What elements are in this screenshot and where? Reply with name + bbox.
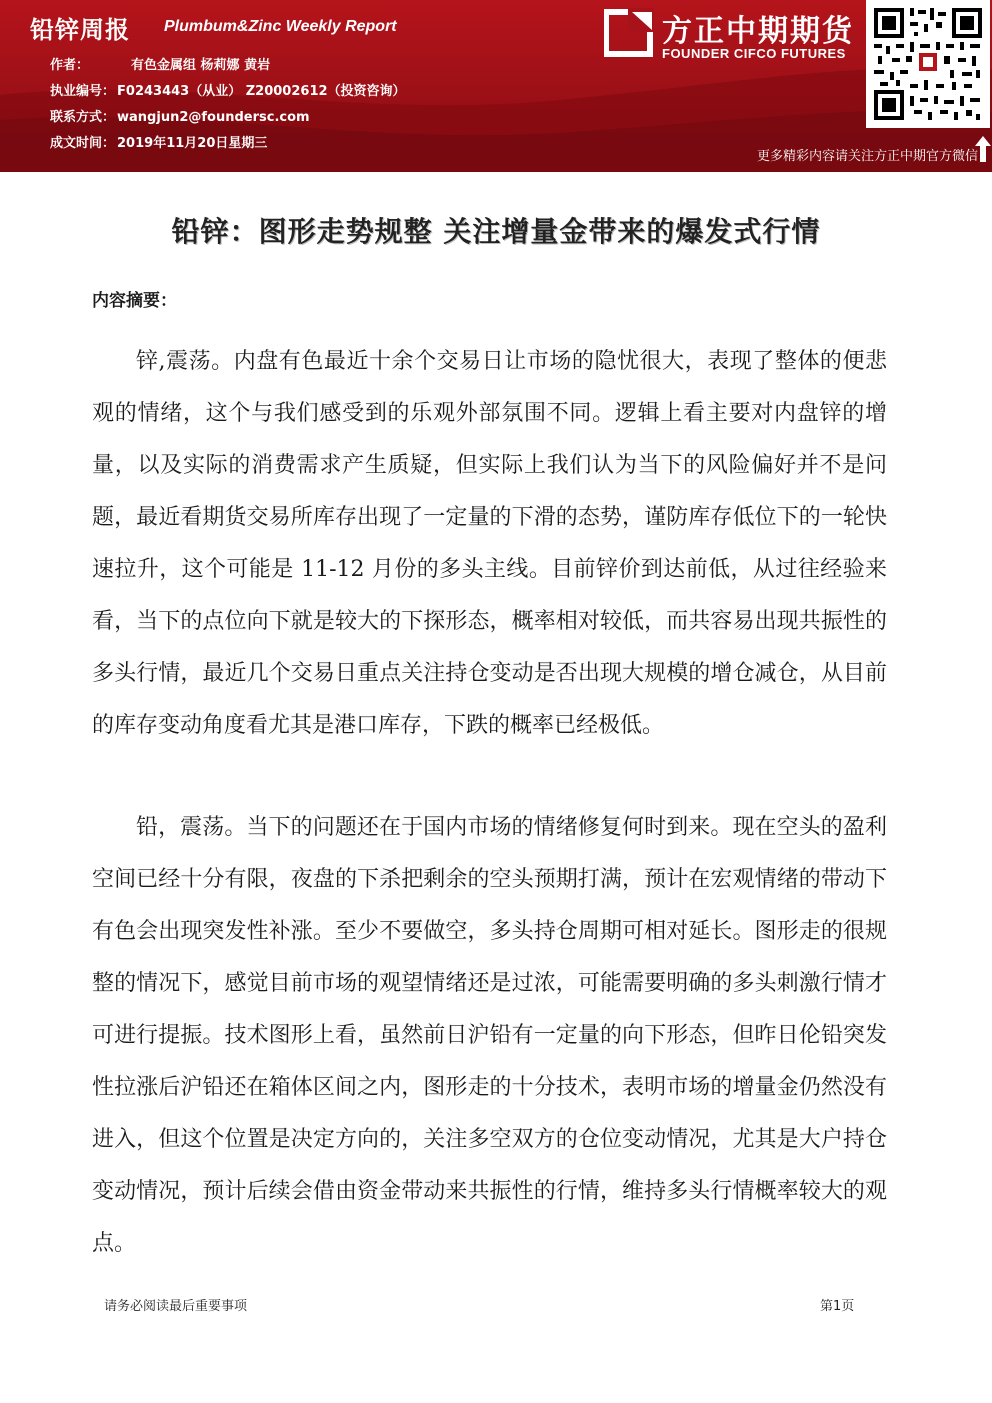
paragraph-zinc: 锌,震荡。内盘有色最近十余个交易日让市场的隐忧很大，表现了整体的便悲观的情绪，这个与我们感受到的乐观外部氛围不同。逻辑上看主要对内盘锌的增量，以及实际的消费需求产生质疑，但实际上我们认为当下的风险偏好并不是问题，最近看期货交易所库存出现了一定量的下滑的态势，谨防库存低位下的一轮快速拉升，这个可能是 11-12 月份的多头主线。目前锌价到达前低，从过往经验来看，当下的点位向下就是较大的下探形态，概率相对较低，而共容易出现共振性的多头行情，最近几个交易日重点关注持仓变动是否出现大规模的增仓减仓，从目前的库存变动角度看尤其是港口库存，下跌的概率已经极低。 — [92, 349, 887, 738]
author-row — [50, 54, 270, 73]
license-value: F0243443（从业） Z20002612（投资咨询） — [117, 84, 406, 99]
follow-wechat-text: 更多精彩内容请关注方正中期官方微信 — [756, 149, 978, 164]
author-label: 作者： — [50, 58, 90, 73]
logo-mark-icon — [604, 8, 654, 58]
report-title-cn: 铅锌周报 — [30, 16, 130, 44]
license-label: 执业编号： — [50, 84, 116, 99]
arrow-up-icon — [975, 136, 991, 162]
contact-label: 联系方式： — [50, 110, 116, 125]
qr-code-icon — [866, 0, 990, 128]
header-banner — [0, 0, 992, 172]
abstract-label: 内容摘要： — [92, 291, 177, 311]
date-row — [50, 132, 267, 151]
license-row — [50, 80, 406, 99]
logo-text-cn: 方正中期期货 — [662, 14, 854, 49]
contact-row — [50, 106, 310, 125]
logo-text-en: FOUNDER CIFCO FUTURES — [662, 46, 846, 61]
footer-notice: 请务必阅读最后重要事项 — [104, 1299, 248, 1314]
article-headline: 铅锌：图形走势规整 关注增量金带来的爆发式行情 — [171, 215, 821, 248]
contact-value: wangjun2@foundersc.com — [117, 110, 310, 125]
date-value: 2019年11月20日星期三 — [117, 136, 268, 151]
company-logo — [604, 6, 860, 66]
date-label: 成文时间： — [50, 136, 116, 151]
author-value: 有色金属组 杨莉娜 黄岩 — [131, 58, 271, 73]
page-number: 第1页 — [820, 1299, 855, 1314]
qr-code — [866, 0, 990, 128]
paragraph-lead: 铅，震荡。当下的问题还在于国内市场的情绪修复何时到来。现在空头的盈利空间已经十分有限，夜盘的下杀把剩余的空头预期打满，预计在宏观情绪的带动下有色会出现突发性补涨。至少不要做空，多头持仓周期可相对延长。图形走的很规整的情况下，感觉目前市场的观望情绪还是过浓，可能需要明确的多头刺激行情才可进行提振。技术图形上看，虽然前日沪铅有一定量的向下形态，但昨日伦铅突发性拉涨后沪铅还在箱体区间之内，图形走的十分技术，表明市场的增量金仍然没有进入，但这个位置是决定方向的，关注多空双方的仓位变动情况，尤其是大户持仓变动情况，预计后续会借由资金带动来共振性的行情，维持多头行情概率较大的观点。 — [92, 815, 887, 1256]
report-title-en: Plumbum&Zinc Weekly Report — [164, 18, 397, 35]
